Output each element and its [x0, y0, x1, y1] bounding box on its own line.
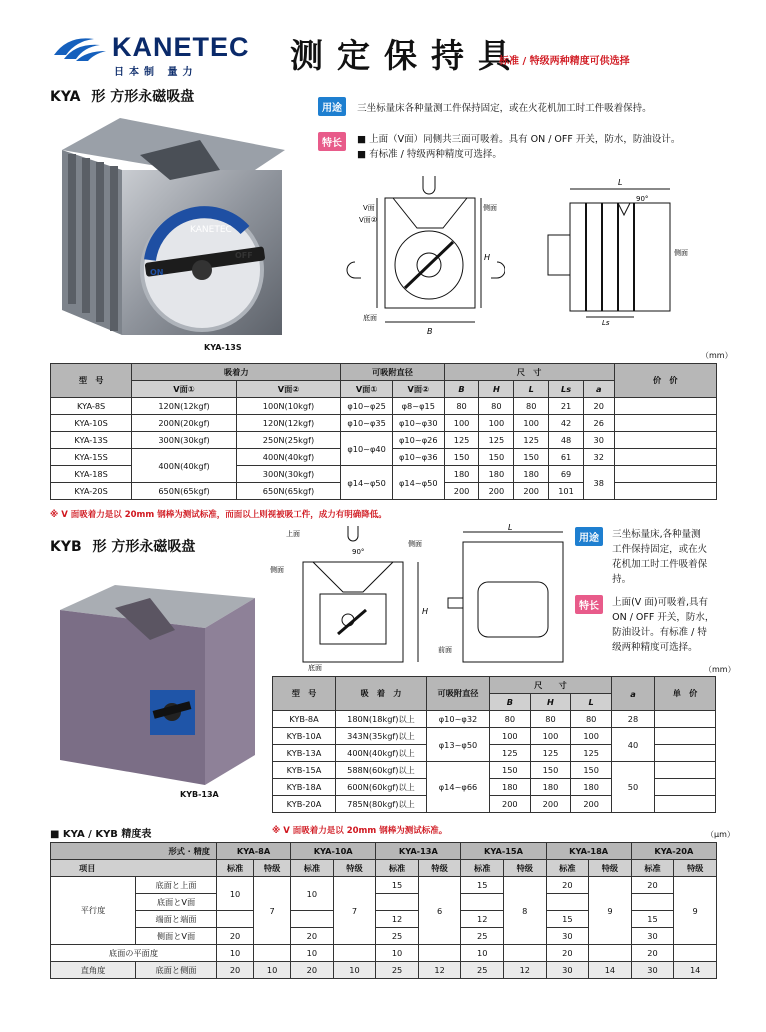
cell	[674, 945, 717, 962]
cell: 21	[549, 398, 584, 415]
cell: 80	[514, 398, 549, 415]
kyb-th-sub: H	[530, 694, 571, 711]
kyb-use-tag: 用途	[575, 527, 603, 546]
cell: KYA-10S	[51, 415, 132, 432]
kyb-drw-front: 前面	[438, 646, 452, 654]
cell: 200	[444, 483, 479, 500]
kya-photo-off: OFF	[235, 251, 253, 260]
table-row	[273, 762, 716, 779]
cell: KYB-15A	[273, 762, 336, 779]
kyb-drw-side: 侧面	[270, 566, 284, 574]
cell: 150	[514, 449, 549, 466]
cell	[503, 945, 546, 962]
cell: 80	[444, 398, 479, 415]
kyb-drw-top: 上面	[286, 530, 300, 538]
cell: 6	[418, 877, 461, 945]
cell: 30	[546, 962, 589, 979]
price-cell	[614, 432, 716, 449]
kyb-th-price: 单 价	[655, 677, 716, 711]
kyb-th-model: 型 号	[273, 677, 336, 711]
cell: 38	[583, 466, 614, 500]
cell: 400N(40kgf)	[132, 449, 236, 483]
kya-photo-caption: KYA-13S	[204, 343, 242, 352]
kya-th-price: 价 价	[614, 364, 716, 398]
precision-th-grade: 标准	[546, 860, 589, 877]
cell: 150	[479, 449, 514, 466]
cell: 180N(18kgf)以上	[336, 711, 427, 728]
cell: 15	[546, 911, 589, 928]
cell: 10	[461, 945, 504, 962]
cell: 125	[571, 745, 612, 762]
cell: 20	[546, 945, 589, 962]
precision-th-model: KYA-15A	[461, 843, 546, 860]
page-title: 测定保持具	[290, 36, 525, 75]
cell: 200	[490, 796, 531, 813]
cell: 20	[217, 928, 254, 945]
kya-use-tag: 用途	[318, 97, 346, 116]
cell: 25	[461, 928, 504, 945]
precision-th-grade: 特级	[503, 860, 546, 877]
precision-th-grade: 特级	[254, 860, 291, 877]
precision-th-item: 项目	[51, 860, 217, 877]
cell: 588N(60kgf)以上	[336, 762, 427, 779]
cell: 125	[490, 745, 531, 762]
kya-note: ※ V 面吸着力是以 20mm 钢棒为测试标准，而面以上则视被吸工件，成力有明确降低。	[50, 510, 387, 520]
kya-drw-side2: 侧面	[674, 249, 688, 257]
kyb-th-force: 吸 着 力	[336, 677, 427, 711]
kyb-side-drawing	[438, 522, 578, 672]
kyb-code: KYB	[50, 539, 82, 555]
kyb-th-sub: B	[490, 694, 531, 711]
cell: φ14~φ50	[392, 466, 444, 500]
cell: 7	[254, 877, 291, 945]
cell: 9	[674, 877, 717, 945]
cell: 69	[549, 466, 584, 483]
kya-use-text: 三坐标量床各种量测工件保持固定，或在火花机加工时工件吸着保持。	[357, 103, 652, 114]
cell: 200	[479, 483, 514, 500]
cell: 785N(80kgf)以上	[336, 796, 427, 813]
cell: 300N(30kgf)	[132, 432, 236, 449]
cell: 100	[514, 415, 549, 432]
cell: 250N(25kgf)	[236, 432, 340, 449]
cell: φ10~φ32	[427, 711, 490, 728]
cell: 40	[612, 728, 655, 762]
kya-product-photo	[50, 110, 300, 345]
cell: 42	[549, 415, 584, 432]
price-cell	[614, 398, 716, 415]
cell: 20	[583, 398, 614, 415]
cell: 10	[291, 945, 334, 962]
precision-th-grade: 特级	[333, 860, 376, 877]
cell: 150	[444, 449, 479, 466]
kya-th-sub: V面①	[341, 381, 393, 398]
kyb-drw-angle: 90°	[352, 548, 365, 556]
kya-th-sub: V面②	[236, 381, 340, 398]
precision-item: 底面と侧面	[136, 962, 217, 979]
cell: φ10~φ35	[341, 415, 393, 432]
kyb-drw-L: L	[508, 523, 513, 532]
cell: 14	[589, 962, 632, 979]
cell: 180	[444, 466, 479, 483]
price-cell	[655, 728, 716, 745]
cell: 150	[571, 762, 612, 779]
cell: 20	[291, 962, 334, 979]
kyb-drw-H: H	[422, 607, 429, 616]
cell: 15	[461, 877, 504, 894]
cell: 9	[589, 877, 632, 945]
price-cell	[614, 415, 716, 432]
kyb-note: ※ V 面吸着力是以 20mm 钢棒为测试标准。	[272, 826, 448, 836]
kya-th-range: 可吸附直径	[341, 364, 444, 381]
kyb-th-a: a	[612, 677, 655, 711]
kyb-use-line: 三坐标量床,各种量测	[612, 529, 701, 540]
precision-th-grade: 特级	[674, 860, 717, 877]
precision-item: 底面と上面	[136, 877, 217, 894]
precision-title: ■ KYA / KYB 精度表	[50, 829, 152, 840]
kyb-feature-line: ON / OFF 开关，防水，	[612, 612, 715, 623]
kyb-use-block	[575, 527, 707, 587]
kya-th-sub: Ls	[549, 381, 584, 398]
table-row	[51, 398, 717, 415]
page-subtitle: 标准 / 特级两种精度可供选择	[499, 56, 630, 67]
cell: φ8~φ15	[392, 398, 444, 415]
cell: φ10~φ36	[392, 449, 444, 466]
kya-drw-bottom: 底面	[363, 314, 377, 322]
kya-drw-Ls: Ls	[602, 319, 610, 325]
kya-drw-angle: 90°	[636, 195, 649, 203]
precision-th-grade: 标准	[217, 860, 254, 877]
cell: 650N(65kgf)	[236, 483, 340, 500]
cell: 120N(12kgf)	[132, 398, 236, 415]
kyb-use-line: 持。	[612, 574, 632, 585]
precision-th-grade: 特级	[589, 860, 632, 877]
kyb-feature-line: 防油设计。有标准 / 特	[612, 627, 707, 638]
kyb-feature-line: 上面(V 面)可吸着,具有	[612, 597, 709, 608]
cell: 125	[479, 432, 514, 449]
kya-feature-tag: 特长	[318, 132, 346, 151]
cell: 8	[503, 877, 546, 945]
cell: 10	[217, 877, 254, 911]
cell	[631, 894, 674, 911]
price-cell	[655, 762, 716, 779]
cell: 650N(65kgf)	[132, 483, 236, 500]
cell	[589, 945, 632, 962]
cell: 180	[571, 779, 612, 796]
cell: KYB-8A	[273, 711, 336, 728]
kyb-product-photo	[55, 580, 260, 790]
cell: 12	[461, 911, 504, 928]
precision-item: 底面の平面度	[51, 945, 217, 962]
cell: 300N(30kgf)	[236, 466, 340, 483]
cell: 25	[376, 928, 419, 945]
cell: 100	[490, 728, 531, 745]
kya-feature-line-2: ■ 有标准 / 特级两种精度可选择。	[357, 149, 502, 160]
cell: 30	[631, 928, 674, 945]
cell: 48	[549, 432, 584, 449]
cell: 100N(10kgf)	[236, 398, 340, 415]
kya-th-sub: V面②	[392, 381, 444, 398]
kya-photo-brand: KANETEC	[190, 225, 232, 235]
cell: 180	[530, 779, 571, 796]
cell	[291, 911, 334, 928]
cell: 28	[612, 711, 655, 728]
kya-feature-block	[318, 132, 680, 162]
precision-table	[50, 842, 717, 979]
cell: 10	[217, 945, 254, 962]
precision-th-model: KYA-8A	[217, 843, 291, 860]
precision-th-grade: 标准	[461, 860, 504, 877]
cell: 32	[583, 449, 614, 466]
cell: 20	[291, 928, 334, 945]
cell: 180	[514, 466, 549, 483]
precision-unit: （μm）	[706, 830, 735, 839]
kya-photo-on: ON	[150, 268, 164, 277]
cell: KYB-18A	[273, 779, 336, 796]
cell: 15	[631, 911, 674, 928]
price-cell	[614, 483, 716, 500]
precision-th-grade: 特级	[418, 860, 461, 877]
cell: 14	[674, 962, 717, 979]
price-cell	[655, 745, 716, 762]
table-row	[273, 728, 716, 745]
precision-item: 底面とV面	[136, 894, 217, 911]
cell: 20	[631, 945, 674, 962]
cell: 100	[444, 415, 479, 432]
cell: 30	[583, 432, 614, 449]
precision-th-model: KYA-13A	[376, 843, 461, 860]
kya-drw-side: 侧面	[483, 204, 497, 212]
kyb-unit: （mm）	[704, 665, 736, 674]
kyb-th-range: 可吸附直径	[427, 677, 490, 711]
kya-th-sub: H	[479, 381, 514, 398]
kya-feature-line-1: ■ 上面（V面）同侧共三面可吸着。具有 ON / OFF 开关，防水，防油设计。	[357, 134, 681, 145]
cell: φ10~φ25	[341, 398, 393, 415]
kya-th-dim: 尺 寸	[444, 364, 614, 381]
cell: KYA-20S	[51, 483, 132, 500]
cell: 12	[376, 911, 419, 928]
kya-front-drawing	[345, 170, 505, 340]
kyb-front-drawing	[268, 522, 438, 672]
precision-th-type: 形式 · 精度	[51, 843, 217, 860]
cell: 180	[490, 779, 531, 796]
kya-drw-v1: V面	[363, 204, 375, 212]
precision-item: 侧面とV面	[136, 928, 217, 945]
cell: KYA-15S	[51, 449, 132, 466]
kya-use-block	[318, 96, 652, 116]
cell: 15	[376, 877, 419, 894]
cell: 200	[514, 483, 549, 500]
price-cell	[655, 779, 716, 796]
kyb-title: 形 方形永磁吸盘	[92, 539, 196, 555]
cell: 20	[631, 877, 674, 894]
cell	[217, 911, 254, 928]
kya-drw-v2: V面②	[359, 216, 378, 224]
table-row	[51, 877, 717, 894]
precision-th-model: KYA-18A	[546, 843, 631, 860]
table-row	[51, 945, 717, 962]
cell: 20	[546, 877, 589, 894]
kyb-use-line: 工件保持固定，或在火	[612, 544, 708, 555]
kyb-feature-line: 级两种精度可选择。	[612, 642, 698, 653]
cell: 100	[530, 728, 571, 745]
cell: 400N(40kgf)	[236, 449, 340, 466]
cell: 10	[333, 962, 376, 979]
cell: 12	[503, 962, 546, 979]
cell: 150	[530, 762, 571, 779]
cell: KYA-13S	[51, 432, 132, 449]
kyb-section-title	[50, 536, 195, 556]
price-cell	[614, 449, 716, 466]
precision-th-model: KYA-10A	[291, 843, 376, 860]
cell: 80	[571, 711, 612, 728]
price-cell	[655, 796, 716, 813]
cell: 30	[546, 928, 589, 945]
cell	[418, 945, 461, 962]
cell: 10	[291, 877, 334, 911]
cell: φ14~φ50	[341, 466, 393, 500]
cell: 100	[571, 728, 612, 745]
cell: 26	[583, 415, 614, 432]
kya-th-force: 吸着力	[132, 364, 341, 381]
kyb-feature-block	[575, 595, 714, 655]
precision-group: 平行度	[51, 877, 136, 945]
cell: φ10~φ40	[341, 432, 393, 466]
kya-drw-H: H	[484, 253, 491, 262]
cell: 50	[612, 762, 655, 813]
cell: 80	[479, 398, 514, 415]
table-row	[273, 711, 716, 728]
precision-item: 端面と端面	[136, 911, 217, 928]
cell: KYB-20A	[273, 796, 336, 813]
cell: 200	[571, 796, 612, 813]
kyb-drw-side2: 侧面	[408, 540, 422, 548]
cell: 12	[418, 962, 461, 979]
kyb-th-sub: L	[571, 694, 612, 711]
kyb-drw-bottom: 底面	[308, 664, 322, 672]
precision-group: 直角度	[51, 962, 136, 979]
cell	[546, 894, 589, 911]
cell: KYB-10A	[273, 728, 336, 745]
kya-unit: （mm）	[701, 351, 733, 360]
cell: 25	[376, 962, 419, 979]
cell	[333, 945, 376, 962]
kanetec-logo-icon	[50, 33, 108, 63]
price-cell	[655, 711, 716, 728]
cell: 150	[490, 762, 531, 779]
cell: 125	[530, 745, 571, 762]
cell: φ13~φ50	[427, 728, 490, 762]
precision-th-grade: 标准	[291, 860, 334, 877]
cell: 125	[514, 432, 549, 449]
cell	[461, 894, 504, 911]
cell: 7	[333, 877, 376, 945]
brand-subtitle: 日本制 量力	[114, 67, 198, 78]
cell: 20	[217, 962, 254, 979]
kyb-th-dim: 尺 寸	[490, 677, 612, 694]
cell: 125	[444, 432, 479, 449]
kya-th-sub: a	[583, 381, 614, 398]
cell: 25	[461, 962, 504, 979]
precision-th-grade: 标准	[376, 860, 419, 877]
cell: 101	[549, 483, 584, 500]
kya-spec-table	[50, 363, 717, 500]
cell: 10	[376, 945, 419, 962]
precision-th-grade: 标准	[631, 860, 674, 877]
cell: φ10~φ30	[392, 415, 444, 432]
kya-th-sub: B	[444, 381, 479, 398]
precision-th-model: KYA-20A	[631, 843, 716, 860]
kya-section-title	[50, 86, 194, 106]
kya-drw-L: L	[618, 178, 623, 187]
table-row	[51, 415, 717, 432]
cell: KYB-13A	[273, 745, 336, 762]
kya-drw-B: B	[427, 327, 433, 336]
table-row	[51, 962, 717, 979]
kya-th-sub: L	[514, 381, 549, 398]
cell: 180	[479, 466, 514, 483]
cell: 30	[631, 962, 674, 979]
cell	[254, 945, 291, 962]
kya-code: KYA	[50, 89, 81, 105]
kyb-use-line: 花机加工时工件吸着保	[612, 559, 708, 570]
kya-th-model: 型 号	[51, 364, 132, 398]
kyb-spec-table	[272, 676, 716, 813]
cell: KYA-8S	[51, 398, 132, 415]
cell: 80	[530, 711, 571, 728]
price-cell	[614, 466, 716, 483]
cell: φ14~φ66	[427, 762, 490, 813]
cell	[376, 894, 419, 911]
cell: 343N(35kgf)以上	[336, 728, 427, 745]
cell: 80	[490, 711, 531, 728]
cell: 120N(12kgf)	[236, 415, 340, 432]
cell: 200	[530, 796, 571, 813]
cell: 200N(20kgf)	[132, 415, 236, 432]
kya-title: 形 方形永磁吸盘	[91, 89, 195, 105]
cell: 100	[479, 415, 514, 432]
kyb-feature-tag: 特长	[575, 595, 603, 614]
cell: 10	[254, 962, 291, 979]
kya-side-drawing	[540, 175, 690, 325]
cell: KYA-18S	[51, 466, 132, 483]
brand-name: KANETEC	[112, 32, 250, 62]
cell: 600N(60kgf)以上	[336, 779, 427, 796]
table-row	[51, 432, 717, 449]
kyb-photo-caption: KYB-13A	[180, 790, 219, 799]
cell: 61	[549, 449, 584, 466]
cell: φ10~φ26	[392, 432, 444, 449]
cell: 400N(40kgf)以上	[336, 745, 427, 762]
kya-th-sub: V面①	[132, 381, 236, 398]
